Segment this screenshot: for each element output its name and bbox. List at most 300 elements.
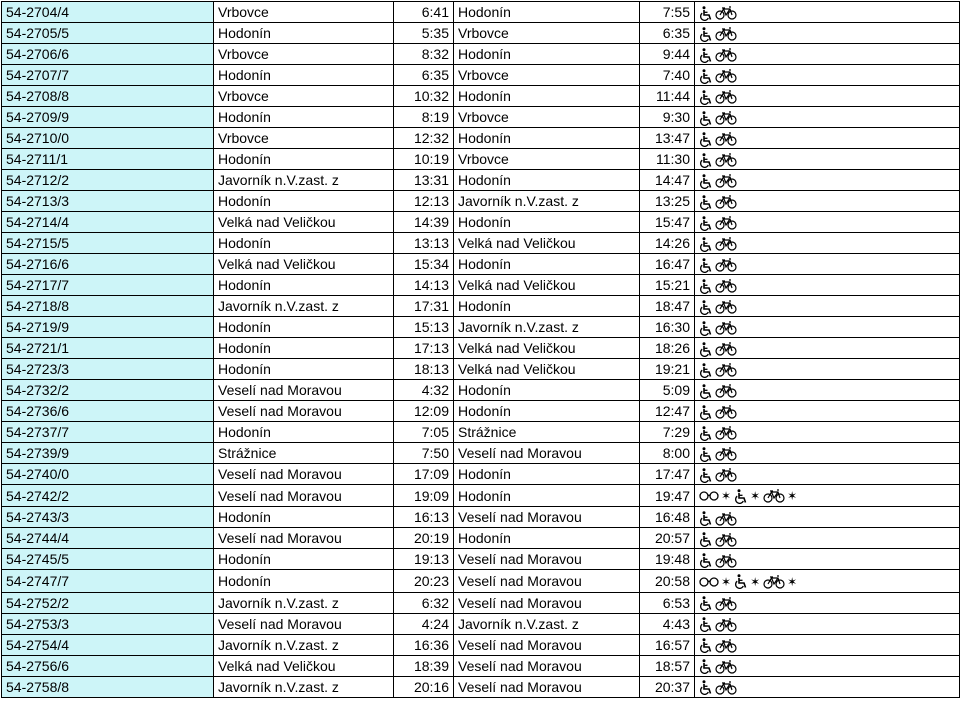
departure-time: 12:09 [394,401,454,422]
table-row [2,592,960,613]
connection-number: 54-2744/4 [2,528,214,549]
service-icons [695,359,960,380]
service-icons [695,107,960,128]
connection-number: 54-2756/6 [2,655,214,676]
arrival-time: 5:09 [640,380,695,401]
connection-number: 54-2707/7 [2,65,214,86]
table-row [2,401,960,422]
arrival-time: 12:47 [640,401,695,422]
service-icons [695,65,960,86]
connection-number: 54-2737/7 [2,422,214,443]
from-stop: Velká nad Veličkou [214,655,394,676]
connection-number: 54-2752/2 [2,592,214,613]
timetable [1,1,960,698]
arrival-time: 6:35 [640,23,695,44]
wheelchair-icon [734,574,748,589]
bicycle-icon [715,363,737,377]
arrival-time: 13:25 [640,191,695,212]
bicycle-icon [715,27,737,41]
to-stop: Hodonín [454,44,640,65]
connection-number: 54-2710/0 [2,128,214,149]
arrival-time: 14:47 [640,170,695,191]
departure-time: 18:39 [394,655,454,676]
from-stop: Velká nad Veličkou [214,254,394,275]
wheelchair-icon [699,363,713,378]
bicycle-icon [715,533,737,547]
bicycle-icon [715,69,737,83]
bicycle-icon [715,6,737,20]
glasses-icon [699,490,719,502]
from-stop: Velká nad Veličkou [214,212,394,233]
connection-number: 54-2719/9 [2,317,214,338]
service-icons [695,655,960,676]
to-stop: Hodonín [454,464,640,485]
service-icons [695,401,960,422]
table-row [2,128,960,149]
table-row [2,443,960,464]
to-stop: Javorník n.V.zast. z [454,317,640,338]
table-row [2,380,960,401]
connection-number: 54-2705/5 [2,23,214,44]
wheelchair-icon [699,532,713,547]
departure-time: 13:31 [394,170,454,191]
bicycle-icon [715,279,737,293]
wheelchair-icon [699,90,713,105]
wheelchair-icon [699,132,713,147]
arrival-time: 15:21 [640,275,695,296]
service-icons [695,86,960,107]
connection-number: 54-2743/3 [2,507,214,528]
bicycle-icon [715,447,737,461]
wheelchair-icon [699,300,713,315]
wheelchair-icon [699,174,713,189]
table-row [2,212,960,233]
wheelchair-icon [699,553,713,568]
connection-number: 54-2715/5 [2,233,214,254]
to-stop: Vrbovce [454,149,640,170]
wheelchair-icon [734,489,748,504]
arrival-time: 19:48 [640,549,695,570]
table-row [2,170,960,191]
departure-time: 18:13 [394,359,454,380]
departure-time: 16:36 [394,634,454,655]
departure-time: 13:13 [394,233,454,254]
bicycle-icon [715,639,737,653]
departure-time: 8:19 [394,107,454,128]
connection-number: 54-2716/6 [2,254,214,275]
from-stop: Veselí nad Moravou [214,485,394,507]
bicycle-icon [715,618,737,632]
from-stop: Hodonín [214,65,394,86]
wheelchair-icon [699,237,713,252]
bicycle-icon [715,554,737,568]
bicycle-icon [715,405,737,419]
departure-time: 17:09 [394,464,454,485]
from-stop: Javorník n.V.zast. z [214,676,394,697]
departure-time: 4:24 [394,613,454,634]
wheelchair-icon [699,659,713,674]
service-icons [695,485,960,507]
arrival-time: 13:47 [640,128,695,149]
bicycle-icon [715,597,737,611]
departure-time: 16:13 [394,507,454,528]
arrival-time: 20:58 [640,570,695,592]
connection-number: 54-2704/4 [2,2,214,23]
from-stop: Hodonín [214,317,394,338]
star-icon: ✶ [721,489,732,504]
to-stop: Veselí nad Moravou [454,443,640,464]
bicycle-icon [715,342,737,356]
service-icons [695,254,960,275]
departure-time: 15:13 [394,317,454,338]
table-row [2,191,960,212]
service-icons [695,338,960,359]
bicycle-icon [715,90,737,104]
to-stop: Hodonín [454,2,640,23]
to-stop: Veselí nad Moravou [454,634,640,655]
wheelchair-icon [699,405,713,420]
connection-number: 54-2717/7 [2,275,214,296]
service-icons [695,380,960,401]
to-stop: Veselí nad Moravou [454,655,640,676]
bicycle-icon [715,321,737,335]
table-row [2,86,960,107]
table-row [2,464,960,485]
from-stop: Hodonín [214,191,394,212]
service-icons [695,128,960,149]
service-icons [695,443,960,464]
arrival-time: 18:47 [640,296,695,317]
connection-number: 54-2732/2 [2,380,214,401]
table-row [2,676,960,697]
bicycle-icon [715,237,737,251]
from-stop: Javorník n.V.zast. z [214,592,394,613]
wheelchair-icon [699,638,713,653]
wheelchair-icon [699,258,713,273]
service-icons [695,233,960,254]
connection-number: 54-2754/4 [2,634,214,655]
connection-number: 54-2745/5 [2,549,214,570]
bicycle-icon [715,195,737,209]
wheelchair-icon [699,384,713,399]
service-icons [695,464,960,485]
from-stop: Hodonín [214,570,394,592]
departure-time: 17:13 [394,338,454,359]
wheelchair-icon [699,111,713,126]
table-row [2,507,960,528]
service-icons [695,613,960,634]
bicycle-icon [763,489,785,503]
table-row [2,338,960,359]
connection-number: 54-2740/0 [2,464,214,485]
bicycle-icon [715,681,737,695]
to-stop: Strážnice [454,422,640,443]
from-stop: Vrbovce [214,2,394,23]
arrival-time: 6:53 [640,592,695,613]
departure-time: 14:39 [394,212,454,233]
to-stop: Vrbovce [454,23,640,44]
departure-time: 15:34 [394,254,454,275]
bicycle-icon [715,48,737,62]
from-stop: Veselí nad Moravou [214,401,394,422]
wheelchair-icon [699,447,713,462]
service-icons [695,634,960,655]
to-stop: Hodonín [454,528,640,549]
table-row [2,655,960,676]
departure-time: 20:23 [394,570,454,592]
from-stop: Veselí nad Moravou [214,464,394,485]
arrival-time: 16:57 [640,634,695,655]
arrival-time: 9:44 [640,44,695,65]
bicycle-icon [715,426,737,440]
departure-time: 7:50 [394,443,454,464]
wheelchair-icon [699,27,713,42]
table-row [2,296,960,317]
departure-time: 8:32 [394,44,454,65]
to-stop: Hodonín [454,380,640,401]
connection-number: 54-2718/8 [2,296,214,317]
wheelchair-icon [699,426,713,441]
bicycle-icon [715,512,737,526]
bicycle-icon [763,575,785,589]
connection-number: 54-2736/6 [2,401,214,422]
to-stop: Hodonín [454,170,640,191]
arrival-time: 7:55 [640,2,695,23]
wheelchair-icon [699,6,713,21]
from-stop: Hodonín [214,422,394,443]
arrival-time: 20:37 [640,676,695,697]
arrival-time: 16:47 [640,254,695,275]
table-row [2,613,960,634]
connection-number: 54-2713/3 [2,191,214,212]
service-icons [695,44,960,65]
arrival-time: 7:29 [640,422,695,443]
arrival-time: 11:44 [640,86,695,107]
to-stop: Hodonín [454,296,640,317]
from-stop: Hodonín [214,233,394,254]
arrival-time: 19:47 [640,485,695,507]
table-row [2,254,960,275]
from-stop: Hodonín [214,507,394,528]
wheelchair-icon [699,321,713,336]
departure-time: 10:19 [394,149,454,170]
wheelchair-icon [699,195,713,210]
departure-time: 5:35 [394,23,454,44]
departure-time: 17:31 [394,296,454,317]
table-row [2,23,960,44]
bicycle-icon [715,660,737,674]
service-icons [695,317,960,338]
departure-time: 12:13 [394,191,454,212]
connection-number: 54-2714/4 [2,212,214,233]
departure-time: 4:32 [394,380,454,401]
from-stop: Vrbovce [214,86,394,107]
to-stop: Veselí nad Moravou [454,507,640,528]
arrival-time: 4:43 [640,613,695,634]
arrival-time: 17:47 [640,464,695,485]
departure-time: 20:16 [394,676,454,697]
table-row [2,44,960,65]
bicycle-icon [715,132,737,146]
connection-number: 54-2712/2 [2,170,214,191]
to-stop: Velká nad Veličkou [454,338,640,359]
to-stop: Hodonín [454,128,640,149]
arrival-time: 20:57 [640,528,695,549]
departure-time: 6:32 [394,592,454,613]
service-icons [695,212,960,233]
wheelchair-icon [699,596,713,611]
to-stop: Veselí nad Moravou [454,592,640,613]
table-row [2,149,960,170]
service-icons [695,149,960,170]
from-stop: Hodonín [214,549,394,570]
departure-time: 19:13 [394,549,454,570]
from-stop: Hodonín [214,338,394,359]
service-icons [695,676,960,697]
from-stop: Strážnice [214,443,394,464]
from-stop: Javorník n.V.zast. z [214,170,394,191]
wheelchair-icon [699,216,713,231]
service-icons [695,296,960,317]
bicycle-icon [715,216,737,230]
connection-number: 54-2739/9 [2,443,214,464]
service-icons [695,2,960,23]
departure-time: 7:05 [394,422,454,443]
table-row [2,422,960,443]
to-stop: Hodonín [454,401,640,422]
connection-number: 54-2721/1 [2,338,214,359]
star-icon: ✶ [787,574,798,589]
service-icons [695,592,960,613]
to-stop: Velká nad Veličkou [454,359,640,380]
arrival-time: 9:30 [640,107,695,128]
wheelchair-icon [699,468,713,483]
departure-time: 20:19 [394,528,454,549]
to-stop: Veselí nad Moravou [454,549,640,570]
from-stop: Hodonín [214,23,394,44]
wheelchair-icon [699,342,713,357]
arrival-time: 14:26 [640,233,695,254]
star-icon: ✶ [721,574,732,589]
bicycle-icon [715,384,737,398]
table-row [2,570,960,592]
from-stop: Vrbovce [214,128,394,149]
departure-time: 19:09 [394,485,454,507]
to-stop: Veselí nad Moravou [454,676,640,697]
connection-number: 54-2753/3 [2,613,214,634]
from-stop: Javorník n.V.zast. z [214,634,394,655]
from-stop: Hodonín [214,107,394,128]
timetable-body [2,2,960,698]
from-stop: Veselí nad Moravou [214,528,394,549]
star-icon: ✶ [750,574,761,589]
from-stop: Veselí nad Moravou [214,380,394,401]
wheelchair-icon [699,153,713,168]
from-stop: Hodonín [214,275,394,296]
table-row [2,65,960,86]
to-stop: Veselí nad Moravou [454,570,640,592]
departure-time: 12:32 [394,128,454,149]
to-stop: Javorník n.V.zast. z [454,191,640,212]
service-icons [695,549,960,570]
from-stop: Javorník n.V.zast. z [214,296,394,317]
to-stop: Vrbovce [454,107,640,128]
to-stop: Javorník n.V.zast. z [454,613,640,634]
bicycle-icon [715,468,737,482]
bicycle-icon [715,111,737,125]
table-row [2,634,960,655]
to-stop: Velká nad Veličkou [454,275,640,296]
star-icon: ✶ [750,489,761,504]
wheelchair-icon [699,48,713,63]
to-stop: Hodonín [454,254,640,275]
connection-number: 54-2708/8 [2,86,214,107]
table-row [2,107,960,128]
departure-time: 6:41 [394,2,454,23]
connection-number: 54-2709/9 [2,107,214,128]
departure-time: 6:35 [394,65,454,86]
service-icons [695,191,960,212]
star-icon: ✶ [787,489,798,504]
table-row [2,549,960,570]
table-row [2,528,960,549]
from-stop: Hodonín [214,359,394,380]
connection-number: 54-2711/1 [2,149,214,170]
wheelchair-icon [699,69,713,84]
service-icons [695,275,960,296]
connection-number: 54-2747/7 [2,570,214,592]
service-icons [695,528,960,549]
connection-number: 54-2758/8 [2,676,214,697]
table-row [2,233,960,254]
from-stop: Vrbovce [214,44,394,65]
arrival-time: 19:21 [640,359,695,380]
wheelchair-icon [699,680,713,695]
arrival-time: 18:26 [640,338,695,359]
arrival-time: 16:48 [640,507,695,528]
table-row [2,275,960,296]
from-stop: Hodonín [214,149,394,170]
arrival-time: 11:30 [640,149,695,170]
table-row [2,2,960,23]
to-stop: Vrbovce [454,65,640,86]
arrival-time: 8:00 [640,443,695,464]
wheelchair-icon [699,617,713,632]
service-icons [695,570,960,592]
departure-time: 10:32 [394,86,454,107]
bicycle-icon [715,174,737,188]
connection-number: 54-2742/2 [2,485,214,507]
connection-number: 54-2706/6 [2,44,214,65]
service-icons [695,507,960,528]
glasses-icon [699,576,719,588]
service-icons [695,23,960,44]
table-row [2,359,960,380]
connection-number: 54-2723/3 [2,359,214,380]
to-stop: Velká nad Veličkou [454,233,640,254]
bicycle-icon [715,300,737,314]
bicycle-icon [715,258,737,272]
arrival-time: 7:40 [640,65,695,86]
wheelchair-icon [699,511,713,526]
to-stop: Hodonín [454,485,640,507]
to-stop: Hodonín [454,212,640,233]
service-icons [695,170,960,191]
wheelchair-icon [699,279,713,294]
departure-time: 14:13 [394,275,454,296]
arrival-time: 18:57 [640,655,695,676]
arrival-time: 15:47 [640,212,695,233]
